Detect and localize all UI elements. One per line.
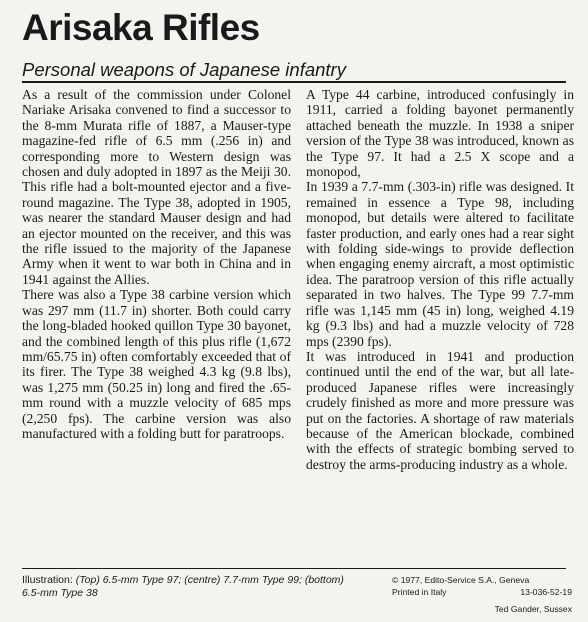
paragraph: A Type 44 carbine, introduced confusingly in 1911, carried a folding bayonet permanently attached beneath the muzzle. In 1938 a sniper version of the Type 38 was introduced, known as the Type 97. It had a 2.5 X scope and a monopod,: [306, 87, 574, 180]
right-column: [306, 87, 574, 565]
copyright-text: © 1977, Edito-Service S.A., Geneva: [392, 575, 530, 585]
paragraph: It was introduced in 1941 and production continued until the end of the war, but all late-produced Japanese rifles were increasingly crudely finished as more and more pressure was put on the factories. A shortage of raw materials because of the American blockade, combined with the effects of strategic bombing served to destroy the arms-producing industry as a whole.: [306, 348, 574, 472]
publisher-info: [392, 574, 572, 615]
paragraph: There was also a Type 38 carbine version which was 297 mm (11.7 in) shorter. Both could carry the long-bladed hooked quillon Type 30 bayonet, and the combined length of this plus rifle (1,672 mm/65.75 in) often comfortably exceeded that of its firer. The Type 38 weighed 4.3 kg (9.8 lbs), was 1,275 mm (50.25 in) long and fired the .65-mm round with a muzzle velocity of 685 mps (2,250 fps). The carbine version was also manufactured with a folding butt for paratroops.: [22, 287, 291, 441]
paragraph: In 1939 a 7.7-mm (.303-in) rifle was designed. It remained in essence a Type 98, including monopod, but details were altered to facilitate faster production, and early ones had a rear sight with folding side-wings to provide deflection when engaging enemy aircraft, a most optimistic idea. The paratroop version of this rifle actually separated in two halves. The Type 99 7.7-mm rifle was 1,145 mm (45 in) long, weighed 4.19 kg (9.3 lbs) and had a muzzle velocity of 728 mps (2390 fps).: [306, 179, 574, 349]
card-code: 13-036-52-19: [520, 587, 572, 597]
card-subtitle: Personal weapons of Japanese infantry: [22, 59, 346, 80]
footer-divider: [22, 568, 566, 569]
illustration-text: (Top) 6.5-mm Type 97; (centre) 7.7-mm Type 99; (bottom) 6.5-mm Type 38: [22, 574, 344, 599]
paragraph: As a result of the commission under Colonel Nariake Arisaka convened to find a successor to the 8-mm Murata rifle of 1887, a Mauser-type magazine-fed rifle of 6.5 mm (.256 in) and corresponding more to Western design was chosen and duly adopted in 1897 as the Meiji 30. This rifle had a bolt-mounted ejector and a five-round magazine. The Type 38, adopted in 1905, was nearer the standard Mauser design and had an ejector mounted on the receiver, and this was the rifle issued to the majority of the Japanese Army when it went to war both in China and in 1941 against the Allies.: [22, 87, 291, 287]
illustration-caption: [22, 574, 352, 600]
illustration-label: Illustration:: [22, 574, 73, 586]
card-title: Arisaka Rifles: [22, 7, 260, 48]
left-column: [22, 87, 291, 565]
artist-credit: Ted Gander, Sussex: [494, 604, 572, 614]
printed-in-text: Printed in Italy: [392, 587, 447, 597]
header-divider: [22, 81, 566, 83]
